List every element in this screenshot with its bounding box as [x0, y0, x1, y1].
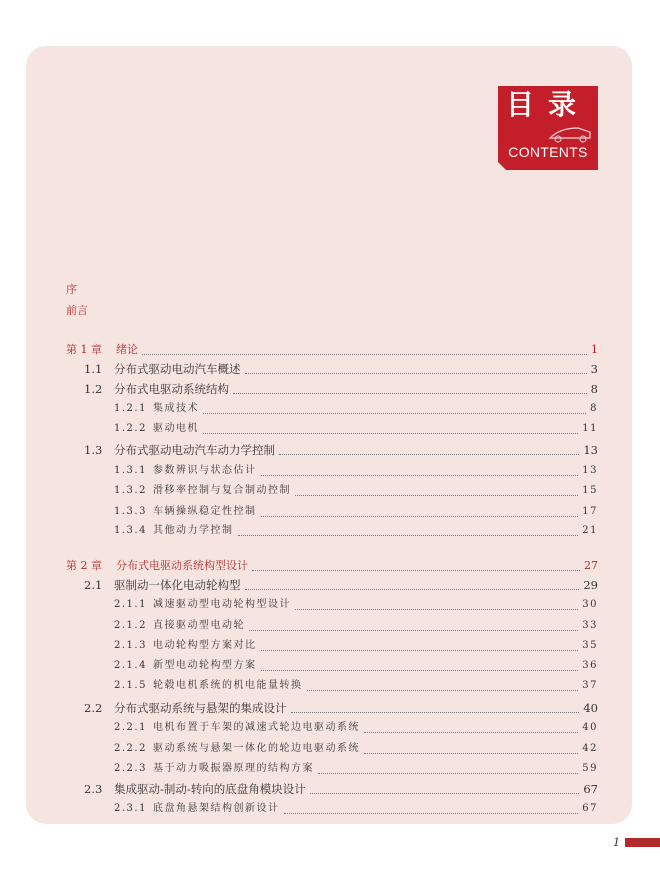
toc-entry-title: 集成驱动-制动-转向的底盘角模块设计 — [114, 782, 306, 796]
toc-entry[interactable] — [114, 638, 598, 654]
toc-entry-title: 绪论 — [116, 343, 138, 356]
toc-entry-number: 1.3.2 — [114, 485, 147, 496]
toc-entry-page: 36 — [582, 660, 598, 671]
toc-entry[interactable] — [114, 483, 598, 499]
toc-entry-title: 分布式驱动电动汽车概述 — [114, 362, 241, 376]
toc-entry[interactable] — [114, 421, 598, 437]
toc-entry-number: 1.3.4 — [114, 525, 147, 536]
toc-leader-dots — [261, 634, 578, 651]
front-matter-foreword[interactable]: 前言 — [66, 304, 88, 317]
toc-entry-title: 电机布置于车架的减速式轮边电驱动系统 — [153, 722, 360, 733]
toc-leader-dots — [203, 397, 586, 414]
toc-entry[interactable] — [66, 342, 598, 358]
toc-entry-number: 1.3 — [84, 443, 103, 457]
toc-entry-page: 27 — [584, 559, 598, 572]
toc-entry[interactable] — [84, 381, 598, 397]
toc-entry-number: 1.2.1 — [114, 403, 147, 414]
page-marker-bar — [625, 838, 660, 847]
toc-entry-title: 驱动系统与悬架一体化的轮边电驱动系统 — [153, 743, 360, 754]
contents-title: 目录 — [505, 88, 590, 121]
toc-entry-title: 驱动电机 — [153, 423, 199, 434]
toc-entry[interactable] — [114, 678, 598, 694]
toc-entry-number: 2.3 — [84, 782, 103, 796]
toc-entry-number: 2.3.1 — [114, 803, 147, 814]
toc-entry-number: 2.2.2 — [114, 743, 147, 754]
toc-entry-title: 分布式驱动电动汽车动力学控制 — [114, 443, 275, 457]
toc-entry[interactable] — [114, 741, 598, 757]
toc-entry-page: 21 — [582, 525, 598, 536]
toc-entry[interactable] — [114, 597, 598, 613]
toc-leader-dots — [318, 757, 578, 774]
toc-entry[interactable] — [114, 720, 598, 736]
toc-entry-page: 15 — [582, 485, 598, 496]
toc-leader-dots — [295, 479, 578, 496]
toc-leader-dots — [245, 573, 579, 590]
toc-entry-number: 1.3.1 — [114, 465, 147, 476]
toc-entry[interactable] — [84, 442, 598, 458]
contents-header — [498, 86, 598, 170]
toc-entry-title: 驱制动一体化电动轮构型 — [114, 578, 241, 592]
toc-entry-title: 分布式电驱动系统构型设计 — [116, 559, 248, 572]
toc-entry[interactable] — [84, 361, 598, 377]
toc-entry-number: 1.2 — [84, 382, 103, 396]
toc-leader-dots — [252, 554, 580, 571]
toc-entry[interactable] — [114, 618, 598, 634]
toc-leader-dots — [203, 417, 578, 434]
toc-entry-title: 减速驱动型电动轮构型设计 — [153, 599, 291, 610]
toc-leader-dots — [364, 737, 578, 754]
toc-entry-page: 8 — [590, 382, 598, 396]
toc-entry-page: 13 — [582, 465, 598, 476]
toc-entry-page: 11 — [582, 423, 598, 434]
toc-entry-page: 40 — [583, 701, 598, 715]
toc-entry-page: 1 — [591, 343, 598, 356]
toc-leader-dots — [233, 377, 587, 394]
toc-entry-title: 滑移率控制与复合制动控制 — [153, 485, 291, 496]
toc-entry-page: 42 — [582, 743, 598, 754]
toc-entry-title: 电动轮构型方案对比 — [153, 640, 257, 651]
toc-leader-dots — [245, 357, 587, 374]
toc-entry-title: 新型电动轮构型方案 — [153, 660, 257, 671]
toc-entry-number: 1.2.2 — [114, 423, 147, 434]
toc-entry-number: 2.1.1 — [114, 599, 147, 610]
toc-entry-page: 17 — [582, 506, 598, 517]
toc-entry[interactable] — [84, 781, 598, 797]
toc-leader-dots — [261, 654, 578, 671]
toc-entry-page: 13 — [583, 443, 598, 457]
toc-entry[interactable] — [114, 523, 598, 539]
toc-entry-number: 2.2 — [84, 701, 103, 715]
front-matter-preface[interactable]: 序 — [66, 283, 77, 296]
toc-entry-number: 2.2.1 — [114, 722, 147, 733]
toc-entry[interactable] — [114, 504, 598, 520]
toc-entry[interactable] — [114, 401, 598, 417]
toc-entry-page: 30 — [582, 599, 598, 610]
toc-entry-number: 1.3.3 — [114, 506, 147, 517]
toc-entry-title: 直接驱动型电动轮 — [153, 620, 245, 631]
toc-leader-dots — [284, 797, 578, 814]
toc-entry-number: 2.1.3 — [114, 640, 147, 651]
toc-entry[interactable] — [114, 761, 598, 777]
toc-entry-title: 底盘角悬架结构创新设计 — [153, 803, 280, 814]
toc-entry-number: 第 1 章 — [66, 343, 102, 356]
toc-leader-dots — [238, 519, 578, 536]
toc-entry-page: 37 — [582, 680, 598, 691]
toc-leader-dots — [279, 438, 579, 455]
toc-entry-number: 2.1.2 — [114, 620, 147, 631]
toc-entry[interactable] — [84, 700, 598, 716]
toc-leader-dots — [364, 716, 578, 733]
toc-entry-page: 67 — [583, 782, 598, 796]
contents-subtitle: CONTENTS — [508, 144, 588, 160]
toc-entry[interactable] — [84, 577, 598, 593]
toc-leader-dots — [142, 338, 587, 355]
toc-leader-dots — [261, 500, 578, 517]
toc-entry-title: 集成技术 — [153, 403, 199, 414]
toc-entry-page: 40 — [582, 722, 598, 733]
toc-entry-title: 基于动力吸振器原理的结构方案 — [153, 763, 314, 774]
toc-leader-dots — [249, 614, 578, 631]
toc-entry-page: 29 — [583, 578, 598, 592]
toc-entry-number: 2.1.5 — [114, 680, 147, 691]
toc-entry[interactable] — [114, 658, 598, 674]
toc-leader-dots — [310, 777, 579, 794]
toc-entry-page: 8 — [590, 403, 598, 414]
toc-entry-title: 车辆操纵稳定性控制 — [153, 506, 257, 517]
toc-entry-page: 3 — [590, 362, 598, 376]
toc-entry-page: 35 — [582, 640, 598, 651]
toc-entry[interactable] — [66, 558, 598, 574]
toc-entry-page: 33 — [582, 620, 598, 631]
toc-leader-dots — [291, 696, 579, 713]
toc-entry-number: 1.1 — [84, 362, 103, 376]
toc-leader-dots — [261, 459, 578, 476]
toc-leader-dots — [307, 674, 578, 691]
toc-entry-title: 分布式驱动系统与悬架的集成设计 — [114, 701, 287, 715]
toc-entry-number: 2.1 — [84, 578, 103, 592]
toc-entry-number: 2.1.4 — [114, 660, 147, 671]
toc-entry[interactable] — [114, 801, 598, 817]
toc-entry-page: 59 — [582, 763, 598, 774]
toc-entry-page: 67 — [582, 803, 598, 814]
toc-entry-title: 轮毂电机系统的机电能量转换 — [153, 680, 303, 691]
toc-entry-title: 分布式电驱动系统结构 — [114, 382, 229, 396]
page-number: 1 — [613, 836, 620, 849]
toc-leader-dots — [295, 593, 578, 610]
toc-entry-number: 2.2.3 — [114, 763, 147, 774]
toc-entry-title: 其他动力学控制 — [153, 525, 234, 536]
toc-entry-number: 第 2 章 — [66, 559, 102, 572]
toc-entry-title: 参数辨识与状态估计 — [153, 465, 257, 476]
toc-entry[interactable] — [114, 463, 598, 479]
